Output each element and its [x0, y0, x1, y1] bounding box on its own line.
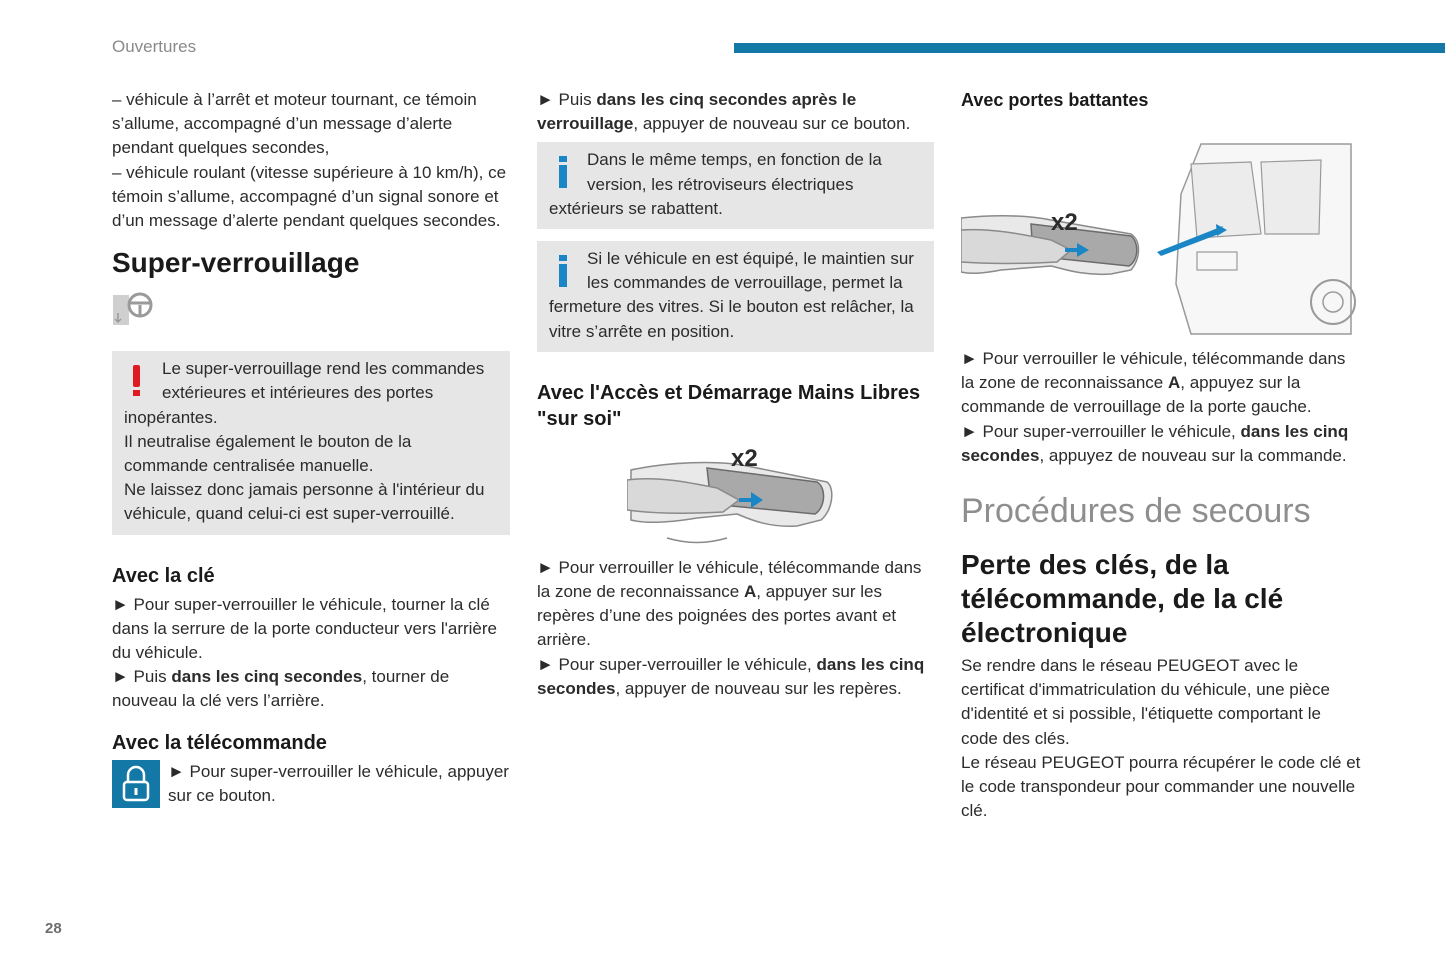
subsection-title-key: Avec la clé: [112, 564, 215, 587]
info-text: Si le véhicule en est équipé, le maintien sur les commandes de verrouillage, permet la fermeture des vitres. Si le bouton est relâcher, la vitre s’arrête en position.: [549, 249, 914, 341]
remote-step-row: [112, 760, 510, 810]
emergency-title: Procédures de secours: [961, 492, 1311, 531]
swing-step-2: ► Pour super-verrouiller le véhicule, dans les cinq secondes, appuyez de nouveau sur la commande.: [961, 421, 1349, 465]
arrow-icon: ►: [961, 349, 978, 368]
handsfree-step-1: ► Pour verrouiller le véhicule, télécommande dans la zone de reconnaissance A, appuyer sur les repères d’une des poignées des portes avant et arrière.: [537, 557, 922, 650]
arrow-icon: ►: [537, 654, 554, 674]
column-1: [112, 88, 510, 810]
key-step-2: ► Puis dans les cinq secondes, tourner de nouveau la clé vers l’arrière.: [112, 667, 450, 711]
column-2: [537, 88, 934, 701]
lost-keys-paragraph-1: Se rendre dans le réseau PEUGEOT avec le certificat d'immatriculation du véhicule, une pièce d'identité et si possible, l'étiquette comportant le code des clés.: [961, 656, 1330, 748]
warning-text: Ne laissez donc jamais personne à l'intérieur du véhicule, quand celui-ci est super-verrouillé.: [124, 480, 485, 524]
info-icon: [549, 247, 579, 287]
arrow-icon: ►: [537, 557, 554, 577]
subsection-title-handsfree: Avec l'Accès et Démarrage Mains Libres "sur soi": [537, 381, 921, 430]
steering-lock-warning-icon: [112, 291, 162, 329]
warning-icon: [124, 357, 154, 397]
arrow-icon: ►: [112, 667, 129, 687]
info-box: [537, 142, 934, 229]
header-accent-bar: [734, 43, 1445, 53]
arrow-icon: ►: [112, 594, 129, 614]
padlock-button-icon: [112, 760, 160, 808]
figure-label: x2: [1051, 209, 1078, 236]
column-3: [961, 88, 1361, 823]
handsfree-step-2: ► Pour super-verrouiller le véhicule, dans les cinq secondes, appuyer de nouveau sur les repères.: [537, 654, 925, 698]
paragraph: – véhicule à l’arrêt et moteur tournant, ce témoin s’allume, accompagné d’un message d’alerte pendant quelques secondes,: [112, 90, 477, 158]
remote-step: ► Pour super-verrouiller le véhicule, appuyer sur ce bouton.: [168, 761, 509, 805]
page-number: 28: [45, 920, 62, 937]
section-title: Super-verrouillage: [112, 247, 360, 279]
arrow-icon: ►: [961, 421, 978, 441]
subsection-title-remote: Avec la télécommande: [112, 731, 327, 754]
figure-label: x2: [731, 447, 758, 472]
section-name: Ouvertures: [112, 37, 197, 56]
subsection-title-swing-doors: Avec portes battantes: [961, 90, 1149, 110]
key-step-1: ► Pour super-verrouiller le véhicule, tourner la clé dans la serrure de la porte conducteur vers l'arrière du véhicule.: [112, 594, 497, 663]
relock-step: ► Puis dans les cinq secondes après le verrouillage, appuyer de nouveau sur ce bouton.: [537, 90, 911, 134]
warning-text: Le super-verrouillage rend les commandes extérieures et intérieures des portes inopérantes.: [124, 359, 485, 427]
info-box: [537, 241, 934, 352]
warning-text: Il neutralise également le bouton de la commande centralisée manuelle.: [124, 431, 412, 476]
arrow-icon: ►: [537, 90, 554, 109]
arrow-icon: ►: [168, 761, 185, 781]
swing-doors-illustration: [961, 134, 1356, 339]
door-handle-illustration: [627, 448, 837, 548]
warning-box: [112, 351, 510, 534]
paragraph: – véhicule roulant (vitesse supérieure à 10 km/h), ce témoin s’allume, accompagné d’un signal sonore et d’un message d’alerte pendant quelques secondes.: [112, 162, 507, 231]
info-text: Dans le même temps, en fonction de la version, les rétroviseurs électriques extérieurs se rabattent.: [549, 150, 882, 218]
swing-step-1: ► Pour verrouiller le véhicule, télécommande dans la zone de reconnaissance A, appuyez sur la commande de verrouillage de la porte gauche.: [961, 349, 1346, 417]
lost-keys-title: Perte des clés, de la télécommande, de la clé électronique: [961, 549, 1284, 649]
info-icon: [549, 148, 579, 188]
lost-keys-paragraph-2: Le réseau PEUGEOT pourra récupérer le code clé et le code transpondeur pour commander une nouvelle clé.: [961, 752, 1361, 821]
